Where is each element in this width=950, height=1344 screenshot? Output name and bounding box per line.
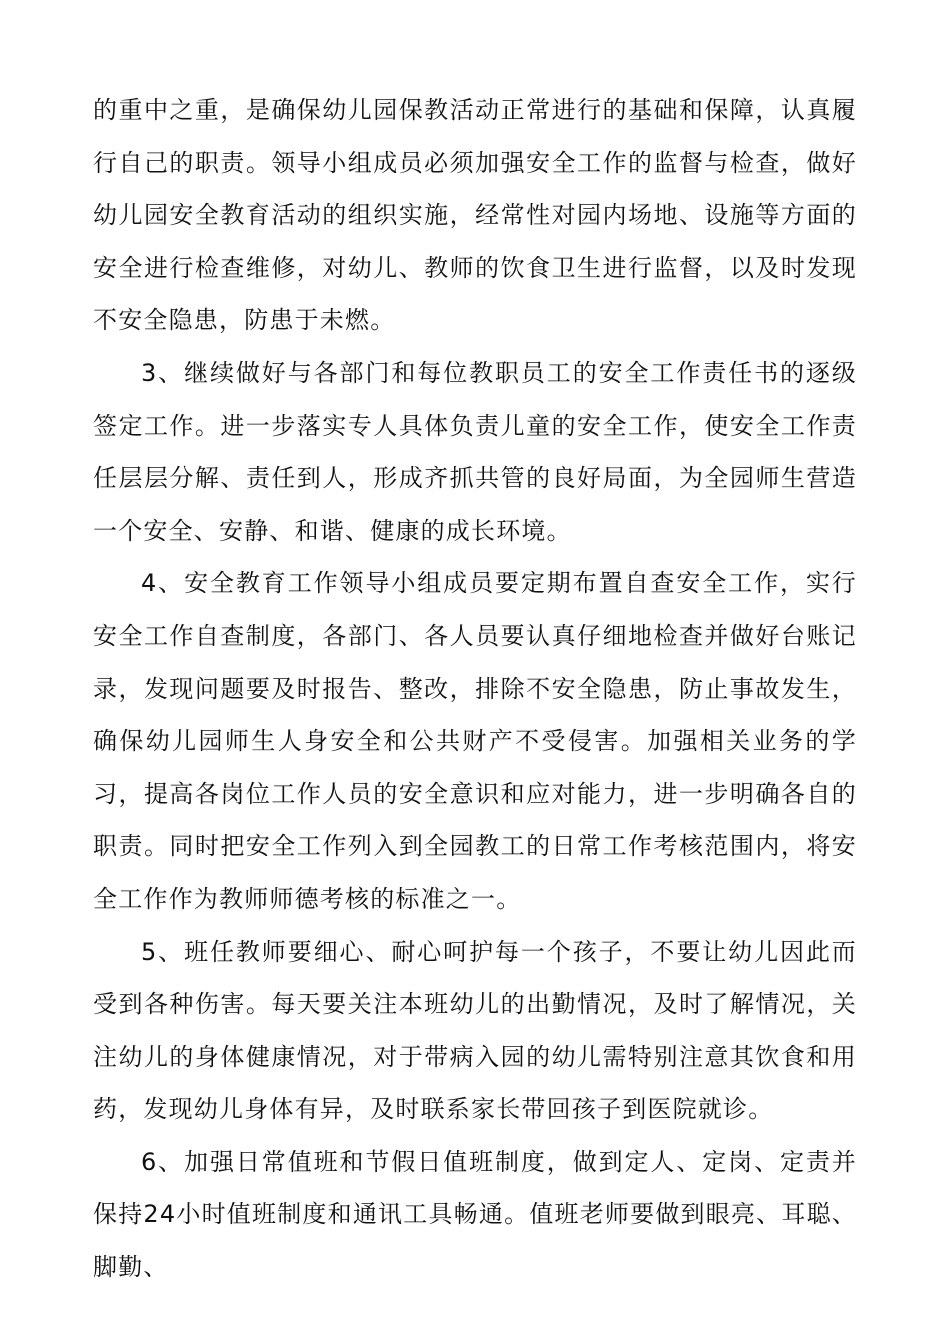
paragraph-item-3: 3、继续做好与各部门和每位教职员工的安全工作责任书的逐级签定工作。进一步落实专人具体负责儿童的安全工作，使安全工作责任层层分解、责任到人，形成齐抓共管的良好局面，为全园师生营造一个安全、安静、和谐、健康的成长环境。 <box>93 358 857 545</box>
paragraph-continuation: 的重中之重，是确保幼儿园保教活动正常进行的基础和保障，认真履行自己的职责。领导小组成员必须加强安全工作的监督与检查，做好幼儿园安全教育活动的组织实施，经常性对园内场地、设施等方面的安全进行检查维修，对幼儿、教师的饮食卫生进行监督，以及时发现不安全隐患，防患于未燃。 <box>93 96 857 335</box>
paragraph-item-5: 5、班任教师要细心、耐心呵护每一个孩子，不要让幼儿因此而受到各种伤害。每天要关注本班幼儿的出勤情况，及时了解情况，关注幼儿的身体健康情况，对于带病入园的幼儿需特别注意其饮食和用药，发现幼儿身体有异，及时联系家长带回孩子到医院就诊。 <box>93 937 857 1124</box>
body-text <box>93 84 857 1294</box>
paragraph-item-4: 4、安全教育工作领导小组成员要定期布置自查安全工作，实行安全工作自查制度，各部门、各人员要认真仔细地检查并做好台账记录，发现问题要及时报告、整改，排除不安全隐患，防止事故发生，确保幼儿园师生人身安全和公共财产不受侵害。加强相关业务的学习，提高各岗位工作人员的安全意识和应对能力，进一步明确各自的职责。同时把安全工作列入到全园教工的日常工作考核范围内，将安全工作作为教师师德考核的标准之一。 <box>93 569 857 913</box>
paragraph-item-6: 6、加强日常值班和节假日值班制度，做到定人、定岗、定责并保持24小时值班制度和通讯工具畅通。值班老师要做到眼亮、耳聪、脚勤、 <box>93 1147 857 1282</box>
